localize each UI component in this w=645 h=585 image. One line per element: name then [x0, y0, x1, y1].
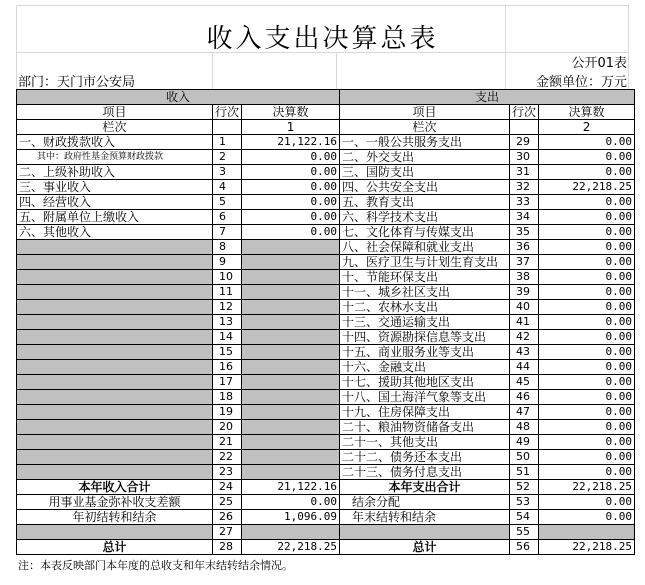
expense-line-number: 30	[510, 150, 539, 165]
income-line-number: 25	[213, 495, 242, 510]
grand-total-row	[17, 540, 635, 555]
income-amount: 0.00	[242, 195, 340, 210]
expense-item-label: 十六、金融支出	[340, 360, 510, 375]
summary-table	[16, 89, 635, 555]
expense-line-number: 40	[510, 300, 539, 315]
income-amount: 0.00	[242, 150, 340, 165]
form-id: 公开01表	[571, 56, 627, 71]
income-line-number: 19	[213, 405, 242, 420]
expense-item-label: 八、社会保障和就业支出	[340, 240, 510, 255]
income-item-label: 六、其他收入	[17, 225, 213, 240]
column-number-row	[17, 120, 635, 135]
table-row	[17, 465, 635, 480]
income-line-number: 14	[213, 330, 242, 345]
expense-line-number: 35	[510, 225, 539, 240]
income-line-number: 3	[213, 165, 242, 180]
expense-amount: 0.00	[539, 225, 635, 240]
column-blank	[510, 120, 539, 135]
income-line-number: 6	[213, 210, 242, 225]
income-amount	[242, 330, 340, 345]
income-amount: 0.00	[242, 225, 340, 240]
expense-amount: 0.00	[539, 255, 635, 270]
income-amount	[242, 270, 340, 285]
expense-amount: 0.00	[539, 240, 635, 255]
table-row	[17, 285, 635, 300]
income-item-label	[17, 450, 213, 465]
expense-amount: 0.00	[539, 450, 635, 465]
expense-item-label: 一、一般公共服务支出	[340, 135, 510, 150]
expense-amount: 0.00	[539, 495, 635, 510]
expense-item-label: 二十三、债务付息支出	[340, 465, 510, 480]
expense-line-number: 46	[510, 390, 539, 405]
income-amount	[242, 465, 340, 480]
table-row	[17, 300, 635, 315]
department: 部门：天门市公安局	[18, 75, 136, 90]
adjust-row	[17, 495, 635, 510]
column-header-row	[17, 105, 635, 120]
income-item-label: 五、附属单位上缴收入	[17, 210, 213, 225]
expense-line-number: 44	[510, 360, 539, 375]
expense-item-label: 二十二、债务还本支出	[340, 450, 510, 465]
income-amount: 0.00	[242, 165, 340, 180]
income-line-number: 1	[213, 135, 242, 150]
expense-line-number: 43	[510, 345, 539, 360]
income-item-label: 三、事业收入	[17, 180, 213, 195]
income-amount: 22,218.25	[242, 540, 340, 555]
income-line-number: 21	[213, 435, 242, 450]
income-item-label	[17, 525, 213, 540]
table-row	[17, 390, 635, 405]
expense-amount: 0.00	[539, 270, 635, 285]
expense-item-label: 十五、商业服务业等支出	[340, 345, 510, 360]
income-amount	[242, 390, 340, 405]
expense-line-number: 45	[510, 375, 539, 390]
expense-line-number: 41	[510, 315, 539, 330]
balance-row	[17, 510, 635, 525]
amount-header: 决算数	[242, 105, 340, 120]
expense-line-number: 36	[510, 240, 539, 255]
income-line-number: 20	[213, 420, 242, 435]
income-item-label	[17, 255, 213, 270]
expense-line-number: 49	[510, 435, 539, 450]
table-row	[17, 360, 635, 375]
expense-amount: 0.00	[539, 390, 635, 405]
expense-item-label: 十四、资源勘探信息等支出	[340, 330, 510, 345]
expense-amount: 22,218.25	[539, 480, 635, 495]
income-amount	[242, 255, 340, 270]
expense-item-label: 十八、国土海洋气象等支出	[340, 390, 510, 405]
table-note: 注：本表反映部门本年度的总收支和年末结转结余情况。	[18, 559, 293, 572]
income-line-number: 27	[213, 525, 242, 540]
table-row	[17, 345, 635, 360]
column-label: 栏次	[340, 120, 510, 135]
income-amount	[242, 300, 340, 315]
section-header-row	[17, 90, 635, 105]
table-row	[17, 240, 635, 255]
income-amount	[242, 525, 340, 540]
expense-line-number: 33	[510, 195, 539, 210]
expense-amount: 0.00	[539, 360, 635, 375]
income-item-label	[17, 240, 213, 255]
income-line-number: 26	[213, 510, 242, 525]
income-amount	[242, 450, 340, 465]
expense-amount: 22,218.25	[539, 540, 635, 555]
income-item-label	[17, 405, 213, 420]
report-title: 收入支出决算总表	[206, 24, 439, 54]
income-amount: 0.00	[242, 180, 340, 195]
total-row	[17, 480, 635, 495]
income-amount	[242, 360, 340, 375]
income-line-number: 28	[213, 540, 242, 555]
income-line-number: 4	[213, 180, 242, 195]
income-item-label: 一、财政拨款收入	[17, 135, 213, 150]
income-line-number: 24	[213, 480, 242, 495]
income-item-label: 总计	[17, 540, 213, 555]
income-line-number: 9	[213, 255, 242, 270]
expense-item-label: 十一、城乡社区支出	[340, 285, 510, 300]
amount-header: 决算数	[539, 105, 635, 120]
expense-item-label: 二、外交支出	[340, 150, 510, 165]
line-header: 行次	[510, 105, 539, 120]
item-header: 项目	[340, 105, 510, 120]
income-line-number: 8	[213, 240, 242, 255]
table-row	[17, 165, 635, 180]
expense-amount: 22,218.25	[539, 180, 635, 195]
expense-line-number: 29	[510, 135, 539, 150]
income-item-label: 二、上级补助收入	[17, 165, 213, 180]
table-row	[17, 270, 635, 285]
income-amount: 0.00	[242, 210, 340, 225]
expense-amount: 0.00	[539, 150, 635, 165]
income-amount	[242, 345, 340, 360]
income-item-label	[17, 390, 213, 405]
expense-item-label: 总计	[340, 540, 510, 555]
table-row	[17, 330, 635, 345]
expense-line-number: 51	[510, 465, 539, 480]
income-header: 收入	[17, 90, 340, 105]
income-amount: 0.00	[242, 495, 340, 510]
income-amount: 1,096.09	[242, 510, 340, 525]
expense-amount: 0.00	[539, 435, 635, 450]
income-amount	[242, 435, 340, 450]
income-item-label	[17, 300, 213, 315]
income-item-label: 本年收入合计	[17, 480, 213, 495]
income-item-label	[17, 315, 213, 330]
table-row	[17, 405, 635, 420]
expense-amount: 0.00	[539, 165, 635, 180]
income-line-number: 12	[213, 300, 242, 315]
column-number: 1	[242, 120, 340, 135]
income-line-number: 16	[213, 360, 242, 375]
expense-item-label: 六、科学技术支出	[340, 210, 510, 225]
income-line-number: 22	[213, 450, 242, 465]
line-header: 行次	[213, 105, 242, 120]
income-item-label: 年初结转和结余	[17, 510, 213, 525]
column-label: 栏次	[17, 120, 213, 135]
table-row	[17, 180, 635, 195]
income-line-number: 15	[213, 345, 242, 360]
income-amount: 21,122.16	[242, 480, 340, 495]
amount-unit: 金额单位：万元	[535, 75, 627, 90]
income-line-number: 11	[213, 285, 242, 300]
table-row	[17, 435, 635, 450]
expense-amount: 0.00	[539, 510, 635, 525]
income-item-label	[17, 345, 213, 360]
income-amount	[242, 315, 340, 330]
table-row	[17, 450, 635, 465]
income-item-label: 四、经营收入	[17, 195, 213, 210]
income-item-label	[17, 285, 213, 300]
expense-item-label: 十、节能环保支出	[340, 270, 510, 285]
expense-line-number: 37	[510, 255, 539, 270]
income-line-number: 18	[213, 390, 242, 405]
income-line-number: 17	[213, 375, 242, 390]
expense-item-label: 九、医疗卫生与计划生育支出	[340, 255, 510, 270]
expense-item-label: 十三、交通运输支出	[340, 315, 510, 330]
income-amount	[242, 240, 340, 255]
income-amount	[242, 285, 340, 300]
blank-row	[17, 525, 635, 540]
expense-item-label: 十七、援助其他地区支出	[340, 375, 510, 390]
expense-amount: 0.00	[539, 210, 635, 225]
expense-item-label	[340, 525, 510, 540]
table-row	[17, 375, 635, 390]
income-item-label	[17, 360, 213, 375]
expense-line-number: 47	[510, 405, 539, 420]
expense-line-number: 48	[510, 420, 539, 435]
expense-line-number: 42	[510, 330, 539, 345]
income-item-label	[17, 330, 213, 345]
expense-line-number: 39	[510, 285, 539, 300]
expense-line-number: 34	[510, 210, 539, 225]
column-blank	[213, 120, 242, 135]
expense-item-label: 二十一、其他支出	[340, 435, 510, 450]
income-line-number: 2	[213, 150, 242, 165]
income-item-label	[17, 375, 213, 390]
expense-line-number: 53	[510, 495, 539, 510]
expense-line-number: 31	[510, 165, 539, 180]
column-number: 2	[539, 120, 635, 135]
income-item-label	[17, 465, 213, 480]
expense-line-number: 55	[510, 525, 539, 540]
income-line-number: 5	[213, 195, 242, 210]
expense-item-label: 五、教育支出	[340, 195, 510, 210]
income-amount	[242, 375, 340, 390]
expense-amount: 0.00	[539, 405, 635, 420]
expense-line-number: 38	[510, 270, 539, 285]
expense-amount: 0.00	[539, 315, 635, 330]
expense-item-label: 年末结转和结余	[340, 510, 510, 525]
expense-line-number: 54	[510, 510, 539, 525]
expense-amount: 0.00	[539, 135, 635, 150]
table-row	[17, 315, 635, 330]
table-row	[17, 150, 635, 165]
expense-amount: 0.00	[539, 375, 635, 390]
income-item-label: 用事业基金弥补收支差额	[17, 495, 213, 510]
table-row	[17, 135, 635, 150]
expense-line-number: 52	[510, 480, 539, 495]
expense-amount: 0.00	[539, 300, 635, 315]
income-line-number: 13	[213, 315, 242, 330]
table-row	[17, 255, 635, 270]
income-line-number: 23	[213, 465, 242, 480]
expense-amount: 0.00	[539, 330, 635, 345]
expense-header: 支出	[340, 90, 635, 105]
expense-item-label: 十九、住房保障支出	[340, 405, 510, 420]
expense-line-number: 56	[510, 540, 539, 555]
item-header: 项目	[17, 105, 213, 120]
income-amount	[242, 405, 340, 420]
income-item-label	[17, 435, 213, 450]
expense-amount: 0.00	[539, 345, 635, 360]
expense-item-label: 二十、粮油物资储备支出	[340, 420, 510, 435]
expense-line-number: 32	[510, 180, 539, 195]
expense-line-number: 50	[510, 450, 539, 465]
income-line-number: 7	[213, 225, 242, 240]
expense-amount: 0.00	[539, 195, 635, 210]
income-item-label	[17, 270, 213, 285]
income-item-label: 其中：政府性基金预算财政拨款	[17, 150, 213, 165]
table-row	[17, 195, 635, 210]
expense-amount	[539, 525, 635, 540]
income-line-number: 10	[213, 270, 242, 285]
expense-item-label: 七、文化体育与传媒支出	[340, 225, 510, 240]
table-row	[17, 210, 635, 225]
expense-item-label: 四、公共安全支出	[340, 180, 510, 195]
expense-item-label: 本年支出合计	[340, 480, 510, 495]
expense-item-label: 结余分配	[340, 495, 510, 510]
expense-amount: 0.00	[539, 285, 635, 300]
expense-amount: 0.00	[539, 465, 635, 480]
expense-item-label: 三、国防支出	[340, 165, 510, 180]
income-amount	[242, 420, 340, 435]
table-row	[17, 225, 635, 240]
income-item-label	[17, 420, 213, 435]
expense-item-label: 十二、农林水支出	[340, 300, 510, 315]
income-amount: 21,122.16	[242, 135, 340, 150]
table-row	[17, 420, 635, 435]
expense-amount: 0.00	[539, 420, 635, 435]
